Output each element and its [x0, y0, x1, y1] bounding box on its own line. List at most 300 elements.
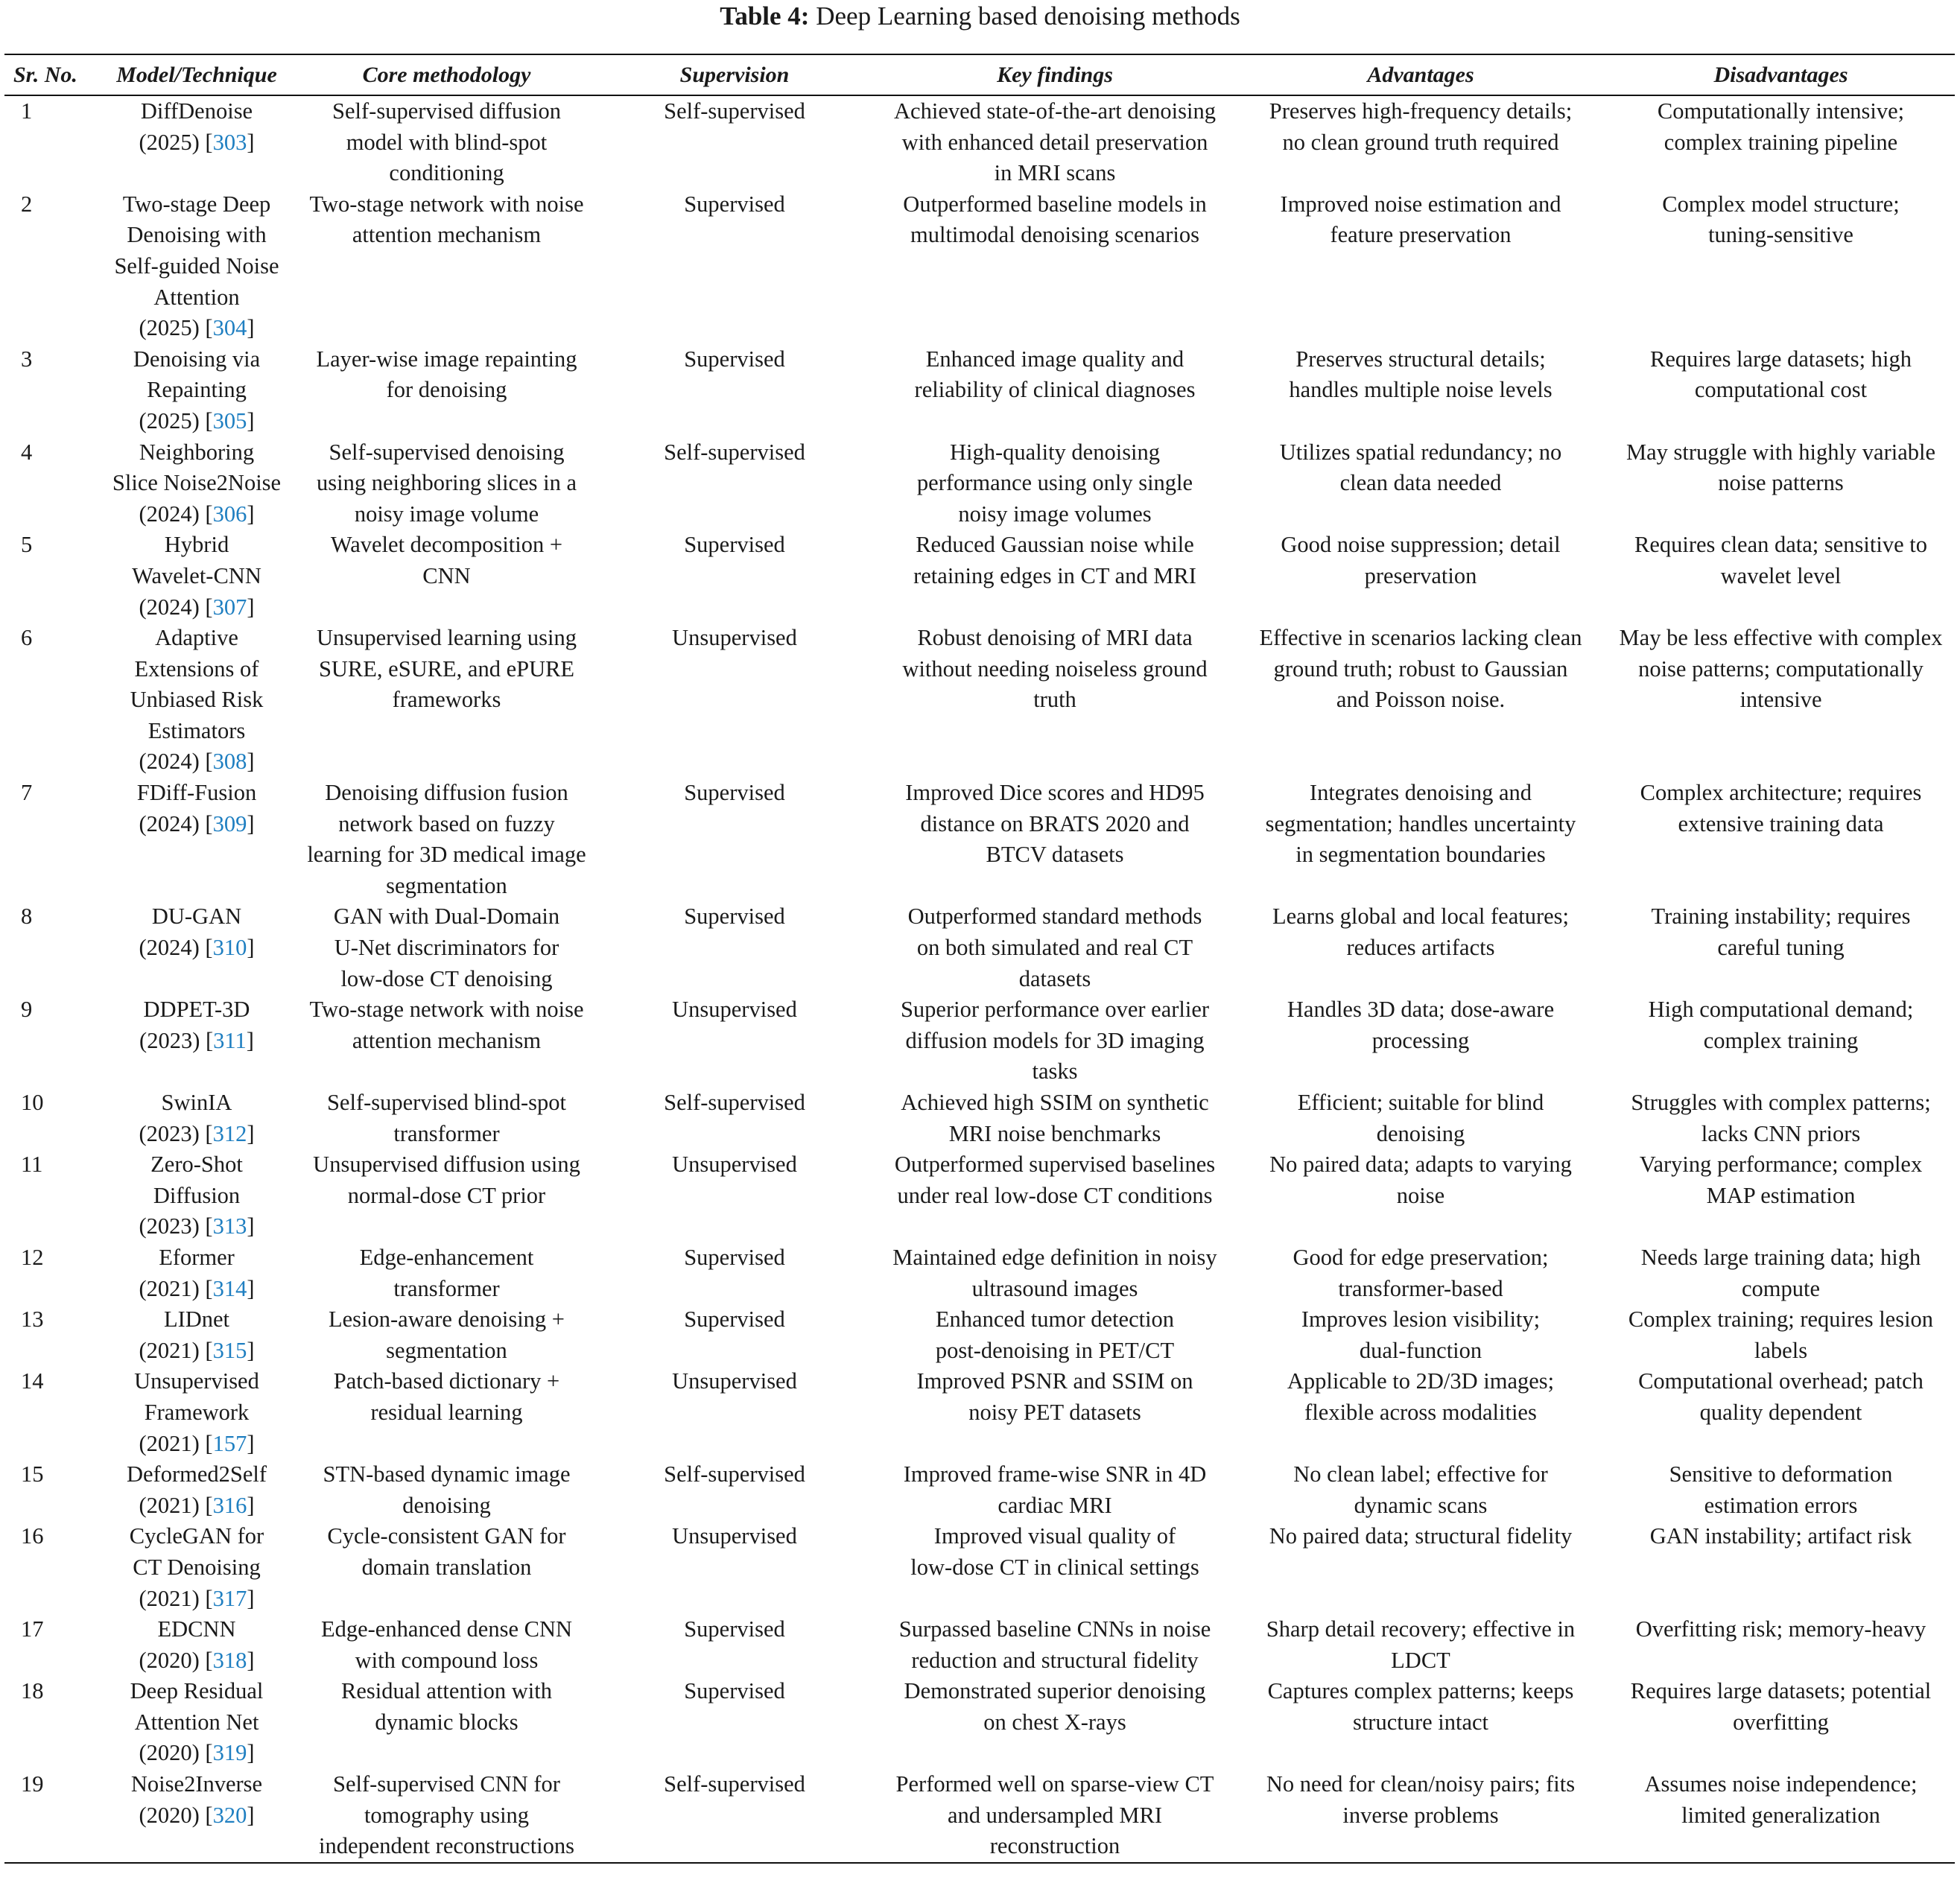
core-line: residual learning — [370, 1399, 523, 1425]
advantages-cell — [1234, 530, 1607, 623]
core-line: Self-supervised denoising — [329, 439, 565, 465]
citation-bracket: ] — [247, 1647, 255, 1673]
citation-link[interactable]: 316 — [212, 1492, 247, 1518]
sr-no-cell: 12 — [21, 1244, 44, 1270]
citation-link[interactable]: 311 — [213, 1027, 247, 1053]
model-line: CycleGAN for — [129, 1523, 264, 1549]
table-row — [4, 1769, 1955, 1863]
key-line: Improved PSNR and SSIM on — [916, 1368, 1193, 1394]
key-findings-cell — [875, 189, 1234, 344]
model-line: Eformer — [159, 1244, 235, 1270]
model-cell — [94, 344, 299, 437]
adv-line: Good noise suppression; detail — [1281, 532, 1561, 558]
header-advantages: Advantages — [1234, 54, 1607, 95]
dis-line: High computational demand; — [1648, 997, 1914, 1023]
disadvantages-cell — [1607, 1242, 1955, 1304]
core-line: frameworks — [392, 687, 501, 713]
citation-link[interactable]: 157 — [212, 1430, 247, 1456]
model-cell — [94, 189, 299, 344]
disadvantages-cell — [1607, 437, 1955, 530]
table-row — [4, 1521, 1955, 1614]
dis-line: Assumes noise independence; — [1644, 1771, 1918, 1797]
citation-bracket: ] — [247, 749, 255, 775]
core-line: Unsupervised learning using — [317, 625, 577, 651]
advantages-cell — [1234, 95, 1607, 189]
advantages-cell — [1234, 1149, 1607, 1242]
core-line: CNN — [422, 562, 471, 588]
core-methodology-cell — [299, 530, 594, 623]
key-line: under real low-dose CT conditions — [897, 1182, 1213, 1208]
sr-no-cell: 18 — [21, 1678, 44, 1704]
model-cell — [94, 994, 299, 1087]
citation-bracket: ] — [247, 1740, 255, 1766]
adv-line: structure intact — [1352, 1709, 1489, 1735]
core-line: segmentation — [386, 872, 507, 898]
sr-no-cell: 2 — [21, 191, 33, 217]
adv-line: Handles 3D data; dose-aware — [1287, 997, 1555, 1023]
dis-line: May struggle with highly variable — [1626, 439, 1936, 465]
key-line: truth — [1033, 687, 1076, 713]
core-line: Wavelet decomposition + — [330, 532, 563, 558]
key-findings-cell — [875, 623, 1234, 778]
core-methodology-cell — [299, 437, 594, 530]
citation-link[interactable]: 312 — [212, 1120, 247, 1146]
adv-line: Sharp detail recovery; effective in — [1266, 1616, 1576, 1642]
citation-link[interactable]: 310 — [212, 935, 247, 961]
adv-line: preservation — [1364, 562, 1477, 588]
model-line: Slice Noise2Noise — [112, 470, 282, 496]
dis-line: limited generalization — [1681, 1802, 1880, 1828]
key-findings-cell — [875, 1366, 1234, 1459]
table-row — [4, 1087, 1955, 1149]
model-cell — [94, 95, 299, 189]
core-methodology-cell — [299, 189, 594, 344]
key-findings-cell — [875, 344, 1234, 437]
table-row — [4, 1242, 1955, 1304]
core-line: Layer-wise image repainting — [316, 346, 577, 372]
table-row — [4, 778, 1955, 901]
model-line: CT Denoising — [133, 1554, 261, 1580]
model-line: Estimators — [148, 717, 246, 743]
model-line: LIDnet — [163, 1306, 230, 1333]
model-line: Two-stage Deep — [122, 191, 271, 217]
advantages-cell — [1234, 1304, 1607, 1366]
model-line: (2024) [ — [139, 935, 213, 961]
model-line: Adaptive — [155, 625, 238, 651]
model-line: FDiff-Fusion — [136, 780, 257, 806]
key-line: performance using only single — [916, 470, 1193, 496]
disadvantages-cell — [1607, 1087, 1955, 1149]
model-line: (2024) [ — [139, 594, 213, 620]
key-line: Performed well on sparse-view CT — [895, 1771, 1214, 1797]
key-line: Maintained edge definition in noisy — [892, 1244, 1217, 1270]
adv-line: dynamic scans — [1354, 1492, 1488, 1518]
advantages-cell — [1234, 1087, 1607, 1149]
model-line: EDCNN — [157, 1616, 236, 1642]
header-model: Model/Technique — [94, 54, 299, 95]
model-line: (2021) [ — [139, 1337, 213, 1363]
core-line: low-dose CT denoising — [340, 965, 553, 991]
core-line: Self-supervised blind-spot — [326, 1090, 567, 1115]
sr-no-cell: 3 — [21, 346, 33, 372]
table-row — [4, 901, 1955, 994]
key-line: BTCV datasets — [986, 842, 1124, 868]
citation-bracket: ] — [247, 1492, 255, 1518]
core-line: dynamic blocks — [375, 1709, 518, 1735]
core-line: Self-supervised CNN for — [333, 1771, 560, 1797]
sr-no-cell: 10 — [21, 1090, 44, 1115]
header-supervision: Supervision — [594, 54, 875, 95]
model-line: Attention Net — [134, 1709, 259, 1735]
supervision-cell: Unsupervised — [672, 1368, 797, 1394]
model-cell — [94, 1521, 299, 1614]
citation-link[interactable]: 313 — [212, 1213, 247, 1239]
disadvantages-cell — [1607, 1521, 1955, 1614]
key-findings-cell — [875, 1242, 1234, 1304]
model-line: (2021) [ — [139, 1275, 213, 1301]
adv-line: No paired data; adapts to varying — [1269, 1152, 1572, 1178]
adv-line: noise — [1396, 1182, 1445, 1208]
adv-line: Captures complex patterns; keeps — [1267, 1678, 1574, 1704]
dis-line: careful tuning — [1717, 935, 1845, 961]
key-line: Improved visual quality of — [933, 1523, 1176, 1549]
core-methodology-cell — [299, 1676, 594, 1769]
disadvantages-cell — [1607, 530, 1955, 623]
model-cell — [94, 1242, 299, 1304]
adv-line: processing — [1371, 1027, 1470, 1053]
model-line: (2024) [ — [139, 749, 213, 775]
core-line: Patch-based dictionary + — [333, 1368, 560, 1394]
key-line: Superior performance over earlier — [900, 997, 1210, 1023]
core-methodology-cell — [299, 778, 594, 901]
citation-bracket: ] — [247, 935, 255, 961]
model-cell — [94, 1614, 299, 1676]
adv-line: Integrates denoising and — [1309, 780, 1532, 806]
table-row — [4, 1459, 1955, 1521]
disadvantages-cell — [1607, 778, 1955, 901]
adv-line: No clean label; effective for — [1293, 1461, 1548, 1487]
supervision-cell: Self-supervised — [664, 1461, 805, 1487]
core-methodology-cell — [299, 1366, 594, 1459]
adv-line: Preserves structural details; — [1295, 346, 1546, 372]
key-line: on both simulated and real CT — [916, 935, 1193, 961]
dis-line: Sensitive to deformation — [1669, 1461, 1893, 1487]
key-findings-cell — [875, 778, 1234, 901]
core-methodology-cell — [299, 1459, 594, 1521]
model-cell — [94, 778, 299, 901]
core-line: Self-supervised diffusion — [332, 98, 561, 124]
model-line: Framework — [144, 1399, 250, 1425]
model-line: DDPET-3D — [143, 997, 250, 1023]
advantages-cell — [1234, 1614, 1607, 1676]
citation-link[interactable]: 315 — [212, 1337, 247, 1363]
citation-link[interactable]: 304 — [212, 315, 247, 341]
core-methodology-cell — [299, 901, 594, 994]
model-cell — [94, 1304, 299, 1366]
adv-line: dual-function — [1359, 1337, 1482, 1363]
dis-line: overfitting — [1733, 1709, 1829, 1735]
advantages-cell — [1234, 994, 1607, 1087]
disadvantages-cell — [1607, 1366, 1955, 1459]
citation-link[interactable]: 308 — [212, 749, 247, 775]
core-methodology-cell — [299, 1521, 594, 1614]
disadvantages-cell — [1607, 95, 1955, 189]
citation-link[interactable]: 319 — [212, 1740, 247, 1766]
core-methodology-cell — [299, 95, 594, 189]
dis-line: Requires large datasets; high — [1650, 346, 1912, 372]
citation-link[interactable]: 314 — [212, 1275, 247, 1301]
advantages-cell — [1234, 1769, 1607, 1863]
core-methodology-cell — [299, 1769, 594, 1863]
citation-link[interactable]: 318 — [212, 1647, 247, 1673]
citation-bracket: ] — [247, 1337, 255, 1363]
model-line: (2023) [ — [139, 1027, 214, 1053]
core-line: Two-stage network with noise — [309, 191, 584, 217]
sr-no-cell: 8 — [21, 904, 33, 930]
core-line: transformer — [393, 1120, 500, 1146]
model-line: (2024) [ — [139, 810, 213, 836]
model-line: DU-GAN — [151, 904, 242, 930]
adv-line: Preserves high-frequency details; — [1269, 98, 1573, 124]
key-line: distance on BRATS 2020 and — [920, 810, 1190, 836]
core-line: GAN with Dual-Domain — [333, 904, 560, 930]
advantages-cell — [1234, 1521, 1607, 1614]
header-row — [4, 54, 1955, 95]
sr-no-cell: 17 — [21, 1616, 44, 1642]
dis-line: Complex architecture; requires — [1640, 780, 1922, 806]
header-core-methodology: Core methodology — [299, 54, 594, 95]
supervision-cell: Supervised — [684, 191, 785, 217]
citation-link[interactable]: 303 — [212, 129, 247, 155]
core-line: with compound loss — [355, 1647, 539, 1673]
key-line: noisy image volumes — [958, 501, 1152, 527]
supervision-cell: Supervised — [684, 346, 785, 372]
model-cell — [94, 530, 299, 623]
key-line: low-dose CT in clinical settings — [910, 1554, 1199, 1580]
table-row — [4, 994, 1955, 1087]
adv-line: clean data needed — [1339, 470, 1502, 496]
dis-line: lacks CNN priors — [1701, 1120, 1861, 1146]
model-line: (2020) [ — [139, 1647, 213, 1673]
model-line: Deformed2Self — [126, 1461, 267, 1487]
model-line: Unsupervised — [134, 1368, 259, 1394]
key-findings-cell — [875, 1149, 1234, 1242]
key-line: reliability of clinical diagnoses — [914, 377, 1196, 403]
model-line: Unbiased Risk — [130, 687, 264, 713]
advantages-cell — [1234, 189, 1607, 344]
core-line: network based on fuzzy — [338, 810, 555, 836]
table-row — [4, 623, 1955, 778]
key-line: Robust denoising of MRI data — [917, 625, 1193, 651]
dis-line: complex training — [1703, 1027, 1859, 1053]
dis-line: Complex model structure; — [1662, 191, 1900, 217]
citation-bracket: ] — [247, 129, 255, 155]
model-line: (2020) [ — [139, 1802, 213, 1828]
key-findings-cell — [875, 1087, 1234, 1149]
citation-link[interactable]: 309 — [212, 810, 247, 836]
adv-line: Improved noise estimation and — [1280, 191, 1561, 217]
citation-link[interactable]: 320 — [212, 1802, 247, 1828]
model-line: (2021) [ — [139, 1430, 213, 1456]
disadvantages-cell — [1607, 1676, 1955, 1769]
key-line: and undersampled MRI — [948, 1802, 1162, 1828]
dis-line: extensive training data — [1678, 810, 1884, 836]
model-cell — [94, 1769, 299, 1863]
advantages-cell — [1234, 901, 1607, 994]
advantages-cell — [1234, 437, 1607, 530]
table-row — [4, 189, 1955, 344]
dis-line: Computational overhead; patch — [1638, 1368, 1923, 1394]
core-line: using neighboring slices in a — [316, 470, 577, 496]
supervision-cell: Supervised — [684, 1616, 785, 1642]
key-line: without needing noiseless ground — [902, 655, 1208, 682]
adv-line: Good for edge preservation; — [1293, 1244, 1549, 1270]
citation-bracket: ] — [247, 501, 255, 527]
core-line: Unsupervised diffusion using — [313, 1152, 580, 1178]
citation-link[interactable]: 305 — [212, 407, 247, 434]
core-methodology-cell — [299, 1149, 594, 1242]
sr-no-cell: 16 — [21, 1523, 44, 1549]
table-row — [4, 95, 1955, 189]
key-line: retaining edges in CT and MRI — [913, 562, 1196, 588]
sr-no-cell: 13 — [21, 1306, 44, 1333]
header-disadvantages: Disadvantages — [1607, 54, 1955, 95]
dis-line: Requires large datasets; potential — [1630, 1678, 1932, 1704]
key-findings-cell — [875, 1304, 1234, 1366]
table-row — [4, 344, 1955, 437]
table-row — [4, 437, 1955, 530]
core-line: domain translation — [361, 1554, 532, 1580]
key-line: reconstruction — [989, 1833, 1120, 1859]
model-line: Noise2Inverse — [130, 1771, 263, 1797]
supervision-cell: Unsupervised — [672, 1523, 797, 1549]
advantages-cell — [1234, 623, 1607, 778]
supervision-cell: Supervised — [684, 532, 785, 558]
dis-line: Complex training; requires lesion — [1628, 1306, 1934, 1333]
key-findings-cell — [875, 1614, 1234, 1676]
supervision-cell: Supervised — [684, 1678, 785, 1704]
dis-line: Struggles with complex patterns; — [1631, 1090, 1931, 1115]
key-line: Outperformed baseline models in — [903, 191, 1207, 217]
model-line: Attention — [153, 284, 240, 310]
core-line: model with blind-spot — [346, 129, 548, 155]
key-line: ultrasound images — [971, 1275, 1138, 1301]
adv-line: feature preservation — [1330, 222, 1512, 248]
dis-line: quality dependent — [1699, 1399, 1862, 1425]
sr-no-cell: 19 — [4, 1769, 94, 1863]
core-line: attention mechanism — [352, 1027, 542, 1053]
citation-bracket: ] — [247, 1802, 255, 1828]
key-line: MRI noise benchmarks — [948, 1120, 1161, 1146]
adv-line: Effective in scenarios lacking clean — [1259, 625, 1582, 651]
dis-line: intensive — [1739, 687, 1822, 713]
model-line: (2020) [ — [139, 1740, 213, 1766]
model-line: (2021) [ — [139, 1492, 213, 1518]
table-row — [4, 530, 1955, 623]
supervision-cell: Supervised — [684, 1244, 785, 1270]
key-findings-cell — [875, 1521, 1234, 1614]
advantages-cell — [1234, 778, 1607, 901]
key-line: with enhanced detail preservation — [901, 129, 1208, 155]
model-line: Hybrid — [164, 532, 229, 558]
disadvantages-cell — [1607, 1769, 1955, 1863]
dis-line: May be less effective with complex — [1619, 625, 1943, 651]
dis-line: tuning-sensitive — [1708, 222, 1853, 248]
model-line: Diffusion — [153, 1182, 241, 1208]
supervision-cell: Supervised — [684, 904, 785, 930]
model-line: DiffDenoise — [140, 98, 253, 124]
advantages-cell — [1234, 1459, 1607, 1521]
core-line: Residual attention with — [341, 1678, 552, 1704]
citation-bracket: ] — [247, 594, 255, 620]
citation-bracket: ] — [246, 1027, 254, 1053]
key-line: diffusion models for 3D imaging — [905, 1027, 1205, 1053]
sr-no-cell: 6 — [21, 625, 33, 651]
core-line: Denoising diffusion fusion — [325, 780, 568, 806]
core-methodology-cell — [299, 1304, 594, 1366]
key-line: cardiac MRI — [998, 1492, 1112, 1518]
disadvantages-cell — [1607, 1459, 1955, 1521]
key-findings-cell — [875, 994, 1234, 1087]
disadvantages-cell — [1607, 1614, 1955, 1676]
model-cell — [94, 1676, 299, 1769]
citation-link[interactable]: 306 — [212, 501, 247, 527]
key-findings-cell — [875, 1459, 1234, 1521]
model-line: (2025) [ — [139, 129, 213, 155]
sr-no-cell: 4 — [21, 439, 33, 465]
key-line: Achieved high SSIM on synthetic — [901, 1090, 1209, 1115]
model-line: (2024) [ — [139, 501, 213, 527]
caption-text: Deep Learning based denoising methods — [816, 1, 1240, 31]
key-line: noisy PET datasets — [968, 1399, 1141, 1425]
adv-line: inverse problems — [1342, 1802, 1499, 1828]
adv-line: No paired data; structural fidelity — [1269, 1523, 1573, 1549]
sr-no-cell: 5 — [21, 532, 33, 558]
citation-link[interactable]: 307 — [212, 594, 247, 620]
disadvantages-cell — [1607, 901, 1955, 994]
table-body — [4, 95, 1955, 1863]
model-line: Self-guided Noise — [114, 253, 279, 279]
citation-link[interactable]: 317 — [212, 1585, 247, 1611]
dis-line: computational cost — [1694, 377, 1868, 403]
dis-line: MAP estimation — [1706, 1182, 1856, 1208]
key-findings-cell — [875, 95, 1234, 189]
table-row — [4, 1149, 1955, 1242]
advantages-cell — [1234, 344, 1607, 437]
model-line: (2025) [ — [139, 315, 213, 341]
adv-line: denoising — [1376, 1120, 1465, 1146]
disadvantages-cell — [1607, 994, 1955, 1087]
disadvantages-cell — [1607, 623, 1955, 778]
supervision-cell: Self-supervised — [594, 1769, 875, 1863]
disadvantages-cell — [1607, 1304, 1955, 1366]
dis-line: compute — [1741, 1275, 1821, 1301]
adv-line: Applicable to 2D/3D images; — [1287, 1368, 1555, 1394]
core-line: segmentation — [386, 1337, 507, 1363]
supervision-cell: Self-supervised — [664, 1090, 805, 1115]
header-sr-no: Sr. No. — [4, 54, 94, 95]
core-line: conditioning — [389, 160, 504, 186]
adv-line: transformer-based — [1338, 1275, 1503, 1301]
adv-line: Learns global and local features; — [1272, 904, 1570, 930]
core-methodology-cell — [299, 1087, 594, 1149]
core-methodology-cell — [299, 1242, 594, 1304]
key-line: Improved Dice scores and HD95 — [905, 780, 1205, 806]
core-line: STN-based dynamic image — [323, 1461, 571, 1487]
adv-line: segmentation; handles uncertainty — [1265, 810, 1576, 836]
key-line: Reduced Gaussian noise while — [916, 532, 1194, 558]
core-line: normal-dose CT prior — [347, 1182, 546, 1208]
